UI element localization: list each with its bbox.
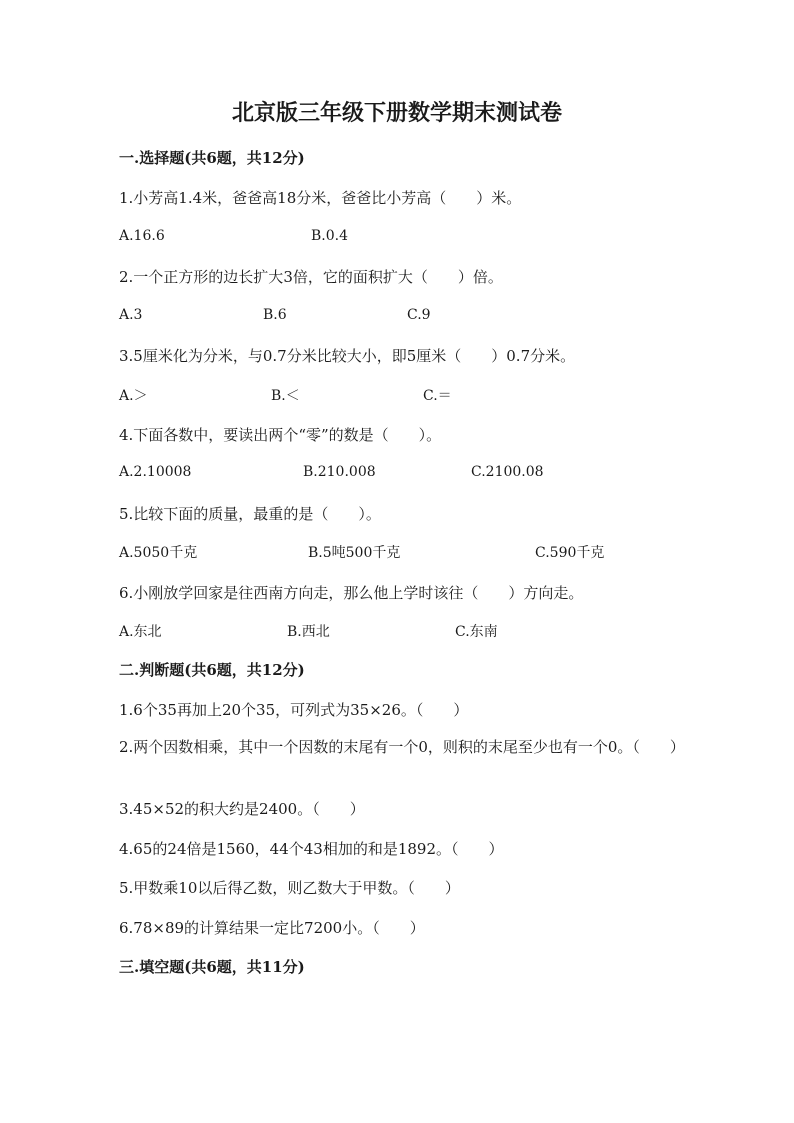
judgement-question-6: 6.78×89的计算结果一定比7200小。（ ） — [119, 919, 425, 937]
judgement-question-2: 2.两个因数相乘，其中一个因数的末尾有一个0，则积的末尾至少也有一个0。（ ） — [119, 738, 685, 756]
choice-question-6: 6.小刚放学回家是往西南方向走，那么他上学时该往（ ）方向走。 — [119, 584, 584, 602]
choice-option: B.西北 — [287, 624, 330, 640]
judgement-question-4: 4.65的24倍是1560，44个43相加的和是1892。（ ） — [119, 840, 504, 858]
choice-question-4: 4.下面各数中，要读出两个“零”的数是（ ）。 — [119, 426, 442, 444]
choice-option: B.0.4 — [311, 228, 349, 244]
choice-option: A.16.6 — [119, 228, 165, 244]
choice-question-2: 2.一个正方形的边长扩大3倍，它的面积扩大（ ）倍。 — [119, 268, 503, 286]
choice-option: B.6 — [263, 307, 287, 323]
choice-question-3: 3.5厘米化为分米，与0.7分米比较大小，即5厘米（ ）0.7分米。 — [119, 347, 576, 365]
section-heading-judgement: 二.判断题(共6题，共12分) — [119, 661, 305, 679]
choice-question-1: 1.小芳高1.4米，爸爸高18分米，爸爸比小芳高（ ）米。 — [119, 189, 522, 207]
judgement-question-5: 5.甲数乘10以后得乙数，则乙数大于甲数。（ ） — [119, 879, 460, 897]
choice-option: A.3 — [119, 307, 143, 323]
choice-option: C.2100.08 — [471, 464, 544, 480]
choice-option: C.9 — [407, 307, 431, 323]
choice-option: B.＜ — [271, 388, 300, 404]
judgement-question-3: 3.45×52的积大约是2400。（ ） — [119, 800, 365, 818]
choice-option: C.东南 — [455, 624, 498, 640]
choice-option: A.2.10008 — [119, 464, 192, 480]
judgement-question-1: 1.6个35再加上20个35，可列式为35×26。（ ） — [119, 701, 469, 719]
choice-option: C.590千克 — [535, 545, 605, 561]
choice-option: B.210.008 — [303, 464, 376, 480]
choice-question-5: 5.比较下面的质量，最重的是（ ）。 — [119, 505, 381, 523]
choice-option: B.5吨500千克 — [308, 545, 401, 561]
section-heading-choice: 一.选择题(共6题，共12分) — [119, 149, 305, 167]
choice-option: A.5050千克 — [119, 545, 198, 561]
section-heading-fill-blank: 三.填空题(共6题，共11分) — [119, 958, 305, 976]
choice-option: A.东北 — [119, 624, 162, 640]
page-title: 北京版三年级下册数学期末测试卷 — [231, 100, 562, 126]
choice-option: C.＝ — [423, 388, 452, 404]
choice-option: A.＞ — [119, 388, 148, 404]
